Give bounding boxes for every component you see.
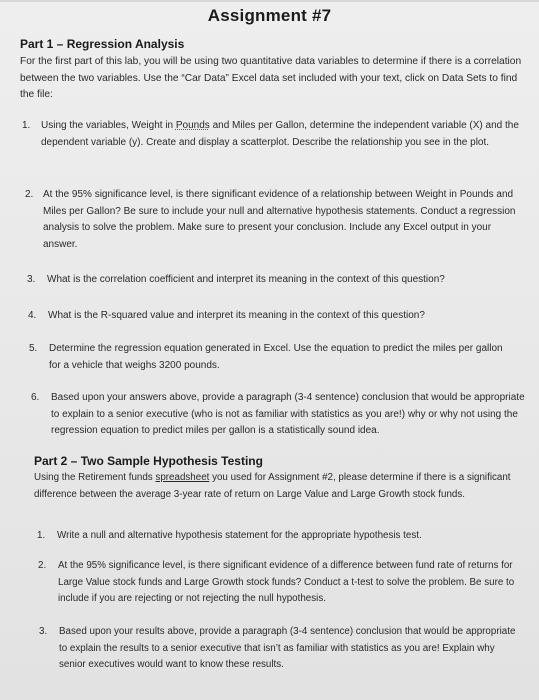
intro-text-part: Using the Retirement funds	[34, 472, 156, 483]
item-number: 2.	[38, 560, 47, 571]
part2-item-3	[39, 624, 519, 674]
item-text: Write a null and alternative hypothesis statement for the appropriate hypothesis test.	[57, 530, 422, 541]
spellcheck-word: Pounds	[175, 120, 210, 131]
spreadsheet-word: spreadsheet	[155, 472, 210, 483]
item-text: Based upon your answers above, provide a paragraph (3-4 sentence) conclusion that would be appropriate to explain to a senior executive (who is not as familiar with statistics as you are!) why or why not using the regression equation to predict miles per gallon is a statistically sound idea.	[51, 392, 525, 436]
part1-item-5	[29, 341, 514, 374]
part2-item-2	[38, 558, 526, 608]
part1-item-1	[22, 118, 527, 151]
part1-intro: For the first part of this lab, you will be using two quantitative data variables to determine if there is a correlation between the two variables. Use the “Car Data” Excel data set included with your text, click on Data Sets to find the file:	[20, 56, 522, 100]
item-number: 1.	[37, 530, 46, 541]
item-number: 3.	[39, 626, 48, 637]
item-text: At the 95% significance level, is there significant evidence of a relationship between Weight in Pounds and Miles per Gallon? Be sure to include your null and alternative hypothesis statements. Conduct a regression analysis to solve the problem. Make sure to present your conclusion. Include any Excel output in your answer.	[43, 189, 516, 250]
item-text: What is the R-squared value and interpret its meaning in the context of this question?	[48, 310, 425, 321]
page-title: Assignment #7	[207, 6, 332, 25]
item-text	[22, 118, 527, 151]
item-text: Based upon your results above, provide a paragraph (3-4 sentence) conclusion that would be appropriate to explain the results to a senior executive that isn’t as familiar with statistics as you are! Explain why senior executives would want to know these results.	[59, 626, 516, 670]
item-number: 6.	[31, 392, 40, 403]
item-text: What is the correlation coefficient and interpret its meaning in the context of this question?	[47, 274, 445, 285]
item-number: 4.	[28, 310, 37, 321]
item-text-part: Using the variables, Weight in	[41, 120, 176, 131]
item-text: At the 95% significance level, is there significant evidence of a difference between fund rate of returns for Large Value stock funds and Large Growth stock funds? Conduct a t-test to solve the problem. Be sure to include if you are rejecting or not rejecting the null hypothesis.	[58, 560, 515, 604]
item-number: 3.	[27, 274, 36, 285]
item-text: Determine the regression equation generated in Excel. Use the equation to predict the miles per gallon for a vehicle that weighs 3200 pounds.	[49, 343, 503, 371]
part2-item-1	[37, 528, 527, 545]
intro-text-part: you used for Assignment #2, please determine if there is a significant difference between the average 3-year rate of return on Large Value and Large Growth stock funds.	[34, 472, 511, 500]
part2-intro	[34, 470, 524, 503]
item-number: 1.	[22, 120, 31, 131]
item-number: 5.	[29, 343, 38, 354]
part2-heading: Part 2 – Two Sample Hypothesis Testing	[34, 454, 263, 468]
part1-item-3	[27, 272, 522, 289]
part1-item-4	[28, 308, 523, 325]
part1-heading: Part 1 – Regression Analysis	[20, 37, 185, 51]
page-edge-shadow	[0, 0, 539, 2]
item-text-part: and Miles per Gallon, determine the independent variable (X) and the dependent variable (y). Create and display a scatterplot. Describe the relationship you see in the plot.	[41, 120, 519, 148]
part1-item-6	[31, 390, 526, 440]
part1-item-2	[25, 187, 525, 253]
item-number: 2.	[25, 189, 34, 200]
